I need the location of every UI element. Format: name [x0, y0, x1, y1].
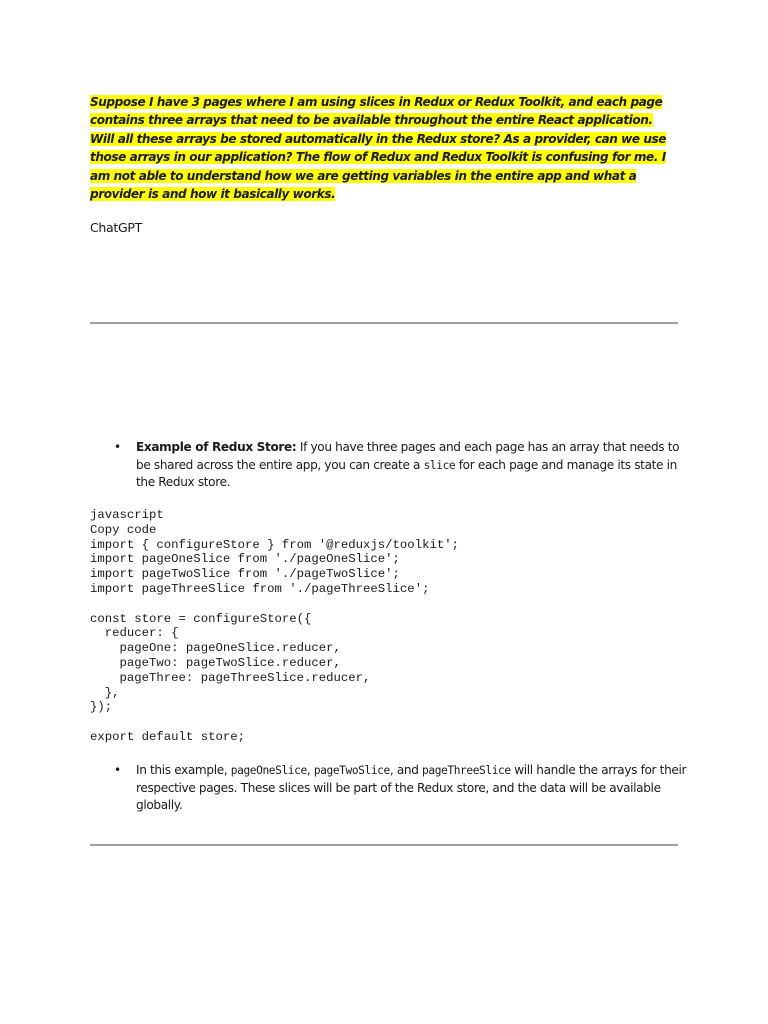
code-line: import { configureStore } from '@reduxjs/toolkit';	[90, 537, 459, 552]
code-line: });	[90, 700, 113, 715]
code-line: },	[90, 685, 120, 700]
code-line: reducer: {	[90, 626, 179, 641]
code-block	[90, 508, 459, 745]
bullet-redux-store-code: slice	[423, 458, 456, 472]
code-line: pageTwo: pageTwoSlice.reducer,	[90, 655, 341, 670]
bullet-example-text-2: ,	[306, 763, 314, 777]
code-page-one-slice: pageOneSlice	[230, 764, 307, 777]
bullet-redux-store-text-a: If you have three pages and each page has an array that needs to be shared across the entire app, you can create a	[136, 440, 680, 472]
code-language-label: javascript	[90, 508, 164, 522]
code-line: pageOne: pageOneSlice.reducer,	[90, 641, 341, 656]
code-line	[90, 715, 459, 730]
copy-code-label[interactable]: Copy code	[90, 522, 157, 537]
code-line: const store = configureStore({	[90, 611, 312, 626]
divider-bottom	[90, 844, 678, 846]
bullet-redux-store	[114, 439, 696, 492]
code-line: import pageThreeSlice from './pageThreeSlice';	[90, 581, 430, 596]
bullet-example-explanation	[114, 762, 696, 815]
bullet-redux-store-label: Example of Redux Store:	[136, 440, 297, 454]
bullet-example-text-3: , and	[389, 763, 423, 777]
author-label: ChatGPT	[90, 220, 142, 235]
code-line	[90, 597, 459, 612]
bullet-redux-store-text-b: for each page and manage its state in the Redux store.	[136, 457, 677, 490]
question-highlight: Suppose I have 3 pages where I am using slices in Redux or Redux Toolkit, and each page contains three arrays that need to be available throughout the entire React application. Will all these arrays be stored automatically in the Redux store? As a provider, can we use those arrays in our application? The flow of Redux and Redux Toolkit is confusing for me. I am not able to understand how we are getting variables in the entire app and what a provider is and how it basically works.	[90, 95, 667, 202]
code-page-two-slice: pageTwoSlice	[313, 764, 390, 777]
bullet-example-text-4: will handle the arrays for their respective pages. These slices will be part of the Redux store, and the data will be available globally.	[136, 763, 687, 813]
question-text	[90, 93, 680, 203]
code-line: import pageOneSlice from './pageOneSlice';	[90, 552, 400, 567]
code-page-three-slice: pageThreeSlice	[422, 764, 511, 777]
divider-top	[90, 322, 678, 324]
code-line: pageThree: pageThreeSlice.reducer,	[90, 670, 371, 685]
code-line: export default store;	[90, 729, 245, 744]
bullet-example-text-1: In this example,	[136, 763, 231, 777]
code-line: import pageTwoSlice from './pageTwoSlice';	[90, 567, 400, 582]
